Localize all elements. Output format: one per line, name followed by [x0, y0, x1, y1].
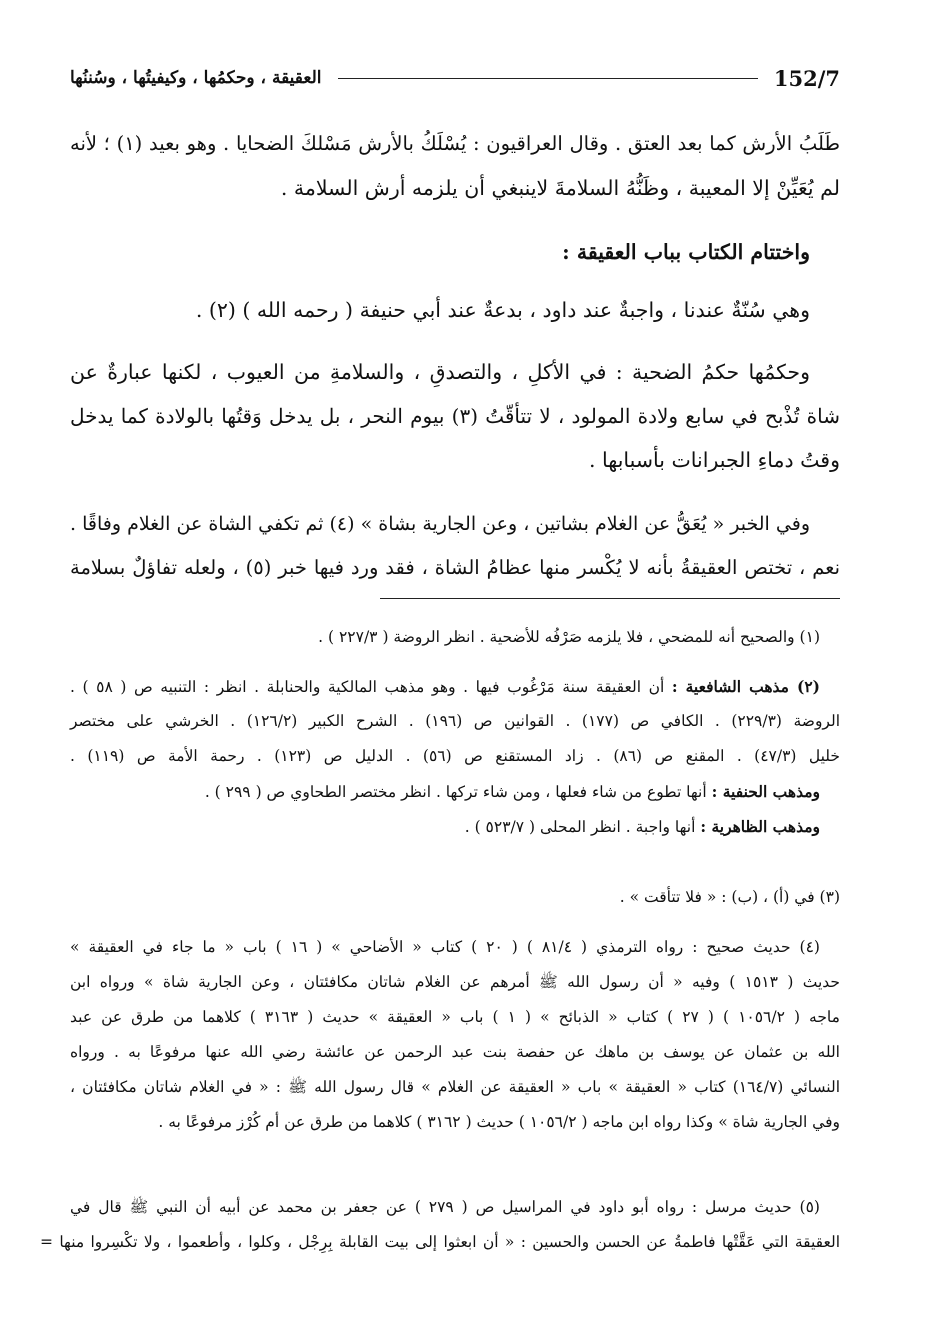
paragraph-ruling — [70, 350, 840, 482]
footnote-line: النسائي (١٦٤/٧) كتاب « العقيقة » باب « العقيقة عن الغلام » قال رسول الله ﷺ : « في الغلام شاتان مكافئتان ، — [70, 1078, 840, 1096]
main-line: وحكمُها حكمُ الضحية : في الأكلِ ، والتصدقِ ، والسلامةِ من العيوب ، لكنها عبارةٌ عن — [70, 360, 810, 384]
footnote-label-shafii: (٢) مذهب الشافعية : — [671, 677, 821, 696]
footnote-2 — [70, 669, 840, 844]
footnote-line: الروضة (٢٢٩/٣) . الكافي ص (١٧٧) . القوانين ص (١٩٦) . الشرح الكبير (١٢٦/٢) . الخرشي على مختصر — [70, 712, 841, 730]
footnote-separator — [380, 598, 840, 599]
section-heading: واختتام الكتاب بباب العقيقة : — [562, 240, 810, 264]
main-line: نعم ، تختص العقيقةُ بأنه لا يُكْسر منها عظامُ الشاة ، فقد ورد فيها خبر (٥) ، ولعله تفاؤلٌ بسلامة — [70, 556, 841, 579]
paragraph-khabar — [70, 502, 840, 590]
footnote-line — [70, 669, 840, 704]
footnote-1 — [70, 620, 840, 655]
main-line: طَلَبُ الأرش كما بعد العتق . وقال العراقيون : يُسْلَكُ بالأرش مَسْلكَ الضحايا . وهو بعيد (١) ؛ لأنه — [70, 132, 840, 155]
footnote-line: (٣) في (أ) ، (ب) : « فلا تتأقت » . — [619, 888, 840, 906]
footnote-5 — [40, 1190, 840, 1260]
header-rule — [338, 78, 758, 79]
footnote-line: الله بن عثمان عن يوسف بن ماهك عن حفصة بنت عبد الرحمن عن عائشة رضي الله عنها مرفوعًا به . ورواه — [70, 1043, 840, 1061]
footnote-line — [70, 809, 840, 844]
footnote-line: وفي الجارية شاة » وكذا رواه ابن ماجه ( ١٠٥٦/٢ ) حديث ( ٣١٦٢ ) كلاهما من طرق عن أم كُرْز مرفوعًا به . — [158, 1113, 840, 1131]
footnote-line: العقيقة التي عَقَّتْها فاطمةُ عن الحسن والحسين : « أن ابعثوا إلى بيت القابلة بِرِجْل ، وكلوا ، وأطعموا ، ولا تكْسِروا منها = — [40, 1233, 840, 1251]
main-text — [70, 122, 840, 210]
running-title: العقيقة ، وحكمُها ، وكيفيتُها ، وسُننُها — [70, 68, 322, 88]
running-header — [70, 62, 840, 94]
footnote-line: (٤) حديث صحيح : رواه الترمذي ( ٨١/٤ ) ( ٢٠ ) كتاب « الأضاحي » ( ١٦ ) باب « ما جاء في العقيقة » — [70, 938, 820, 956]
footnote-line: (٥) حديث مرسل : رواه أبو داود في المراسيل ص ( ٢٧٩ ) عن جعفر بن محمد عن أبيه أن النبي ﷺ قال في — [70, 1198, 820, 1216]
paragraph-sunnah — [70, 288, 810, 332]
footnote-line — [70, 774, 840, 809]
footnote-line: ماجه ( ١٠٥٦/٢ ) ( ٢٧ ) كتاب « الذبائح » ( ١ ) باب « العقيقة » حديث ( ٣١٦٣ ) كلاهما من طرق عن عبد — [70, 1008, 840, 1026]
main-line: وقتُ دماءِ الجبرانات بأسبابها . — [589, 448, 840, 472]
footnote-4 — [70, 930, 840, 1140]
footnote-text: أن العقيقة سنة مَرْغُوب فيها . وهو مذهب المالكية والحنابلة . انظر : التنبيه ص ( ٥٨ ) . — [70, 678, 665, 696]
footnote-line: خليل (٤٧/٣) . المقنع ص (٨٦) . زاد المستقنع ص (٥٦) . الدليل ص (١٢٣) . رحمة الأمة ص (١١٩) . — [70, 747, 840, 765]
footnote-text: أنها واجبة . انظر المحلى ( ٥٢٣/٧ ) . — [464, 818, 696, 836]
footnote-3 — [70, 880, 840, 915]
page-number: 152/7 — [773, 65, 840, 91]
main-line: شاة تُذْبح في سابع ولادة المولود ، لا تتأقّتُ (٣) بيوم النحر ، بل يدخل وَقتُها بالولادة كما يدخل — [70, 404, 841, 428]
footnote-label-hanafi: ومذهب الحنفية : — [711, 782, 820, 801]
footnote-text: أنها تطوع من شاء فعلها ، ومن شاء تركها . انظر مختصر الطحاوي ص ( ٢٩٩ ) . — [204, 783, 707, 801]
section-heading-block — [70, 230, 810, 274]
footnote-line: (١) والصحيح أنه للمضحي ، فلا يلزمه صَرْفُه للأضحية . انظر الروضة ( ٢٢٧/٣ ) . — [318, 628, 820, 646]
main-line: وفي الخبر « يُعَقُّ عن الغلام بشاتين ، وعن الجارية بشاة » (٤) ثم تكفي الشاة عن الغلام وفاقًا . — [70, 513, 810, 535]
footnote-line: حديث ( ١٥١٣ ) وفيه « أن رسول الله ﷺ أمرهم عن الغلام شاتان مكافئتان ، وعن الجارية شاة » ورواه ابن — [70, 973, 840, 991]
main-line: لم يُعَيِّنْ إلا المعيبة ، وظَنُّهُ السلامةَ لاينبغي أن يلزمه أرش السلامة . — [280, 176, 840, 200]
main-line: وهي سُنّةٌ عندنا ، واجبةٌ عند داود ، بدعةٌ عند أبي حنيفة ( رحمه الله ) (٢) . — [195, 298, 810, 322]
footnote-label-zahiri: ومذهب الظاهرية : — [700, 817, 820, 836]
